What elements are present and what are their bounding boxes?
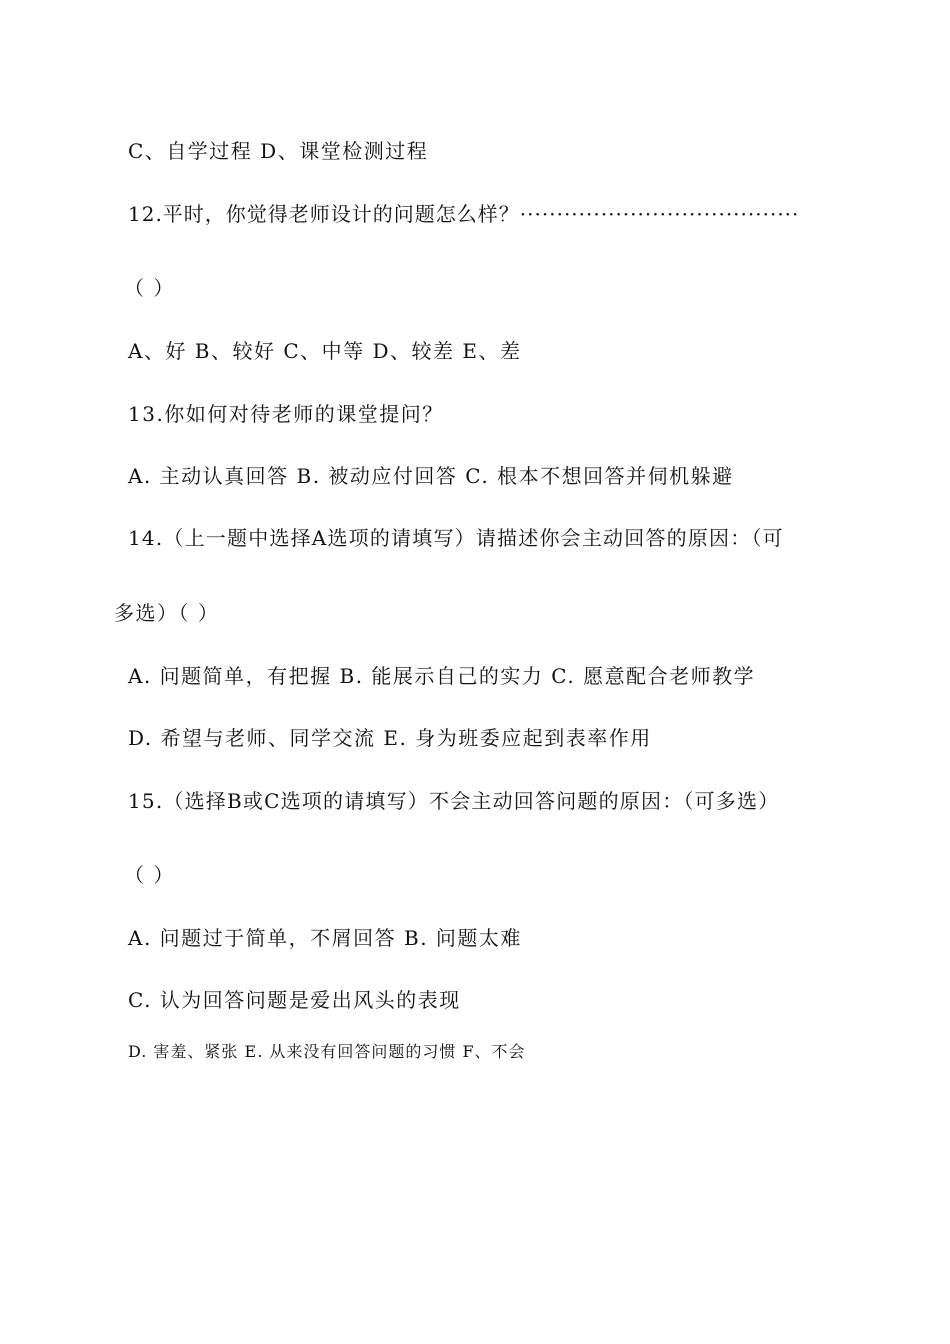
q14-question-continued: 多选）（ ） bbox=[114, 601, 220, 625]
q14-question: 14.（上一题中选择A选项的请填写）请描述你会主动回答的原因：（可 bbox=[128, 526, 784, 550]
q12-options: A、好 B、较好 C、中等 D、较差 E、差 bbox=[128, 339, 522, 363]
q13-options: A. 主动认真回答 B. 被动应付回答 C. 根本不想回答并伺机躲避 bbox=[128, 464, 734, 488]
q11-options-cd: C、自学过程 D、课堂检测过程 bbox=[128, 139, 429, 163]
q15-options-ab: A. 问题过于简单，不屑回答 B. 问题太难 bbox=[128, 926, 522, 950]
q15-option-c: C. 认为回答问题是爱出风头的表现 bbox=[128, 988, 461, 1012]
q14-options-de: D. 希望与老师、同学交流 E. 身为班委应起到表率作用 bbox=[128, 726, 652, 750]
q12-answer-blank: （ ） bbox=[124, 276, 175, 300]
q12-question: 12.平时，你觉得老师设计的问题怎么样？······································ bbox=[128, 202, 800, 226]
q14-options-abc: A. 问题简单，有把握 B. 能展示自己的实力 C. 愿意配合老师教学 bbox=[128, 664, 756, 688]
q15-question: 15.（选择B或C选项的请填写）不会主动回答问题的原因：（可多选） bbox=[128, 789, 780, 813]
q15-options-def: D. 害羞、紧张 E. 从来没有回答问题的习惯 F、不会 bbox=[128, 1042, 526, 1061]
q13-question: 13.你如何对待老师的课堂提问？ bbox=[128, 402, 444, 426]
q15-answer-blank: （ ） bbox=[124, 863, 175, 887]
